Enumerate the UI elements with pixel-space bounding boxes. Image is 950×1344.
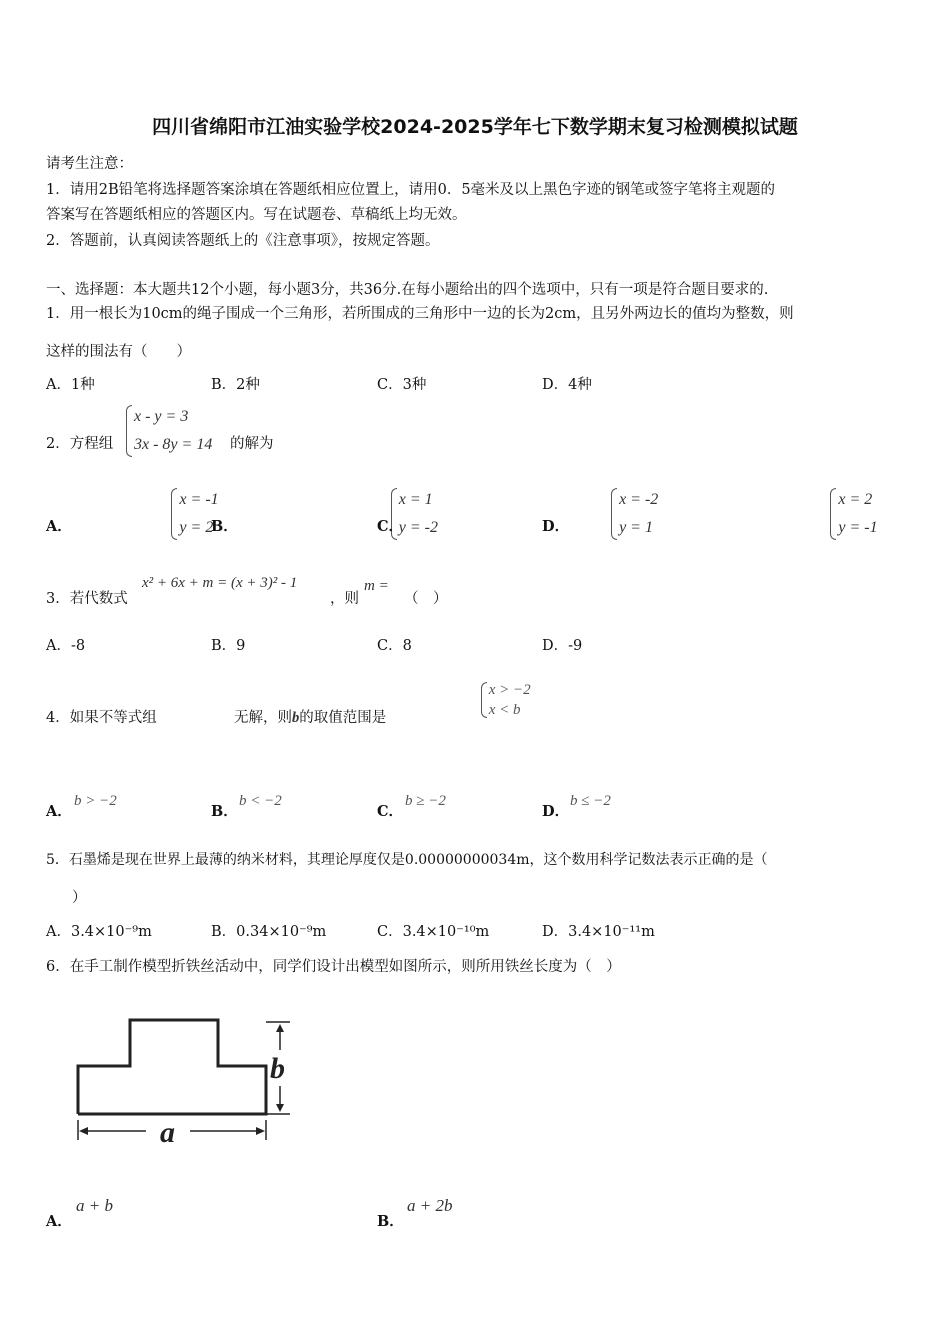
q4-option-d: b ≤ −2 xyxy=(570,793,611,809)
q6-text: 6．在手工制作模型折铁丝活动中，同学们设计出模型如图所示，则所用铁丝长度为（ ） xyxy=(46,959,621,975)
q1-option-c: C．3种 xyxy=(377,377,427,393)
notice-item1-line1: 1．请用2B铅笔将选择题答案涂填在答题纸相应位置上，请用0．5毫米及以上黑色字迹的钢笔或签字笔将主观题的 xyxy=(46,182,776,198)
q3-mid: ，则 xyxy=(330,591,359,607)
notice-item2: 2．答题前，认真阅读答题纸上的《注意事项》，按规定答题。 xyxy=(46,233,440,249)
q2-system xyxy=(124,403,212,459)
notice-heading: 请考生注意： xyxy=(46,156,133,172)
q3-expr: x² + 6x + m = (x + 3)² - 1 xyxy=(142,575,298,591)
q4-label-b: B． xyxy=(211,803,238,820)
q5-option-d: D．3.4×10⁻¹¹m xyxy=(542,924,655,940)
figure-label-a: a xyxy=(160,1116,175,1145)
q4-system: x > −2 x < b xyxy=(479,680,531,720)
q4-label-c: C． xyxy=(377,803,404,820)
notice-item1-line2: 答案写在答题纸相应的答题区内。写在试题卷、草稿纸上均无效。 xyxy=(46,207,467,223)
q2-option-c: x = -2 y = 1 xyxy=(609,486,658,542)
q2-label-b: B． xyxy=(211,518,238,535)
section-heading: 一、选择题：本大题共12个小题，每小题3分，共36分.在每小题给出的四个选项中，只有一项是符合题目要求的. xyxy=(46,282,769,298)
q2-option-d: x = 2 y = -1 xyxy=(828,486,877,542)
q3-option-c: C．8 xyxy=(377,638,412,654)
q3-option-a: A．-8 xyxy=(46,638,86,654)
wire-model-figure xyxy=(66,980,306,1145)
q2-label-d: D． xyxy=(542,518,570,535)
q3-suffix: （ ） xyxy=(404,591,448,607)
q2-suffix: 的解为 xyxy=(230,436,274,452)
q3-var: m = xyxy=(364,578,389,594)
q4-option-a: b > −2 xyxy=(74,793,117,809)
q4-label-a: A． xyxy=(46,803,72,820)
q6-label-b: B． xyxy=(377,1213,404,1230)
q2-label-c: C． xyxy=(377,518,404,535)
q1-option-a: A．1种 xyxy=(46,377,95,393)
q2-option-b: x = 1 y = -2 xyxy=(389,486,438,542)
q3-option-b: B．9 xyxy=(211,638,246,654)
q2-label-a: A． xyxy=(46,518,72,535)
q5-line2: ） xyxy=(72,890,87,906)
q5-option-c: C．3.4×10⁻¹⁰m xyxy=(377,924,490,940)
page-title: 四川省绵阳市江油实验学校2024-2025学年七下数学期末复习检测模拟试题 xyxy=(152,116,798,138)
q3-option-d: D．-9 xyxy=(542,638,583,654)
q5-option-a: A．3.4×10⁻⁹m xyxy=(46,924,152,940)
q1-line2: 这样的围法有（ ） xyxy=(46,344,191,360)
q4-option-c: b ≥ −2 xyxy=(405,793,446,809)
q4-label-d: D． xyxy=(542,803,570,820)
q3-prefix: 3．若代数式 xyxy=(46,591,128,607)
q4-prefix: 4．如果不等式组 xyxy=(46,710,157,726)
q1-option-b: B．2种 xyxy=(211,377,260,393)
q5-line1: 5．石墨烯是现在世界上最薄的纳米材料，其理论厚度仅是0.00000000034m，这个数用科学记数法表示正确的是（ xyxy=(46,852,768,868)
q4-suffix: 无解，则b的取值范围是 xyxy=(234,710,387,726)
q1-option-d: D．4种 xyxy=(542,377,592,393)
q6-option-b: a + 2b xyxy=(407,1196,453,1215)
q2-eq1: x - y = 3 xyxy=(134,408,189,425)
figure-label-b: b xyxy=(270,1052,285,1085)
q2-option-a: x = -1 y = 2 xyxy=(169,486,218,542)
q6-label-a: A． xyxy=(46,1213,72,1230)
q1-line1: 1．用一根长为10cm的绳子围成一个三角形，若所围成的三角形中一边的长为2cm，且另外两边长的值均为整数，则 xyxy=(46,306,794,322)
q5-option-b: B．0.34×10⁻⁹m xyxy=(211,924,327,940)
q6-option-a: a + b xyxy=(76,1196,113,1215)
q4-option-b: b < −2 xyxy=(239,793,282,809)
q2-prefix: 2．方程组 xyxy=(46,436,114,452)
q2-eq2: 3x - 8y = 14 xyxy=(134,436,213,453)
